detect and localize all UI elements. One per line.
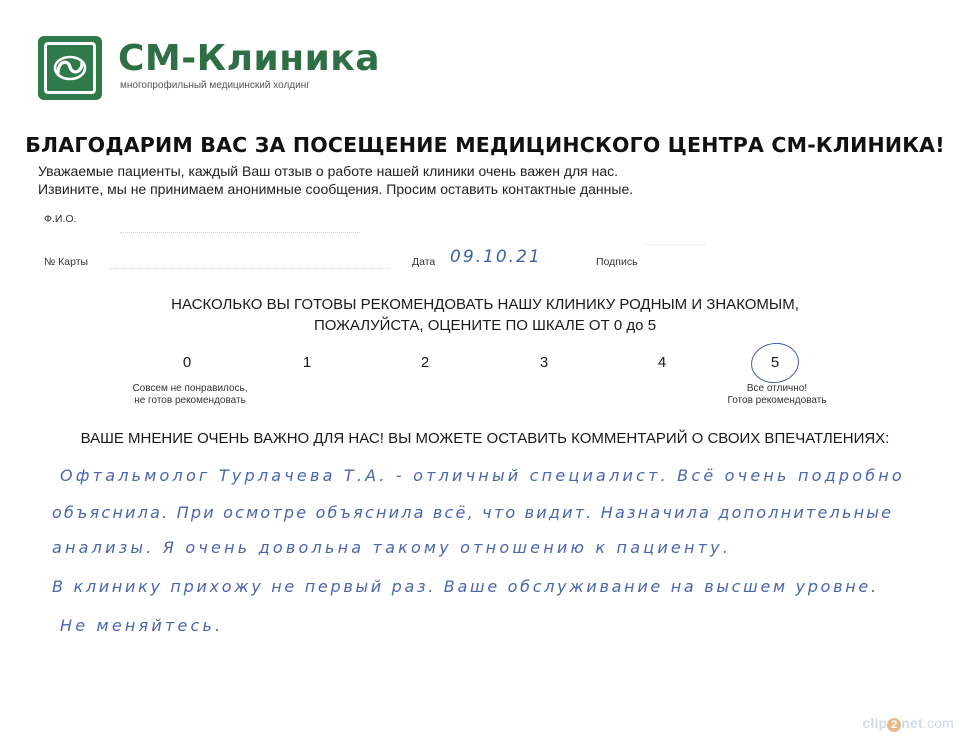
scale-caption-high-line-1: Все отлично! xyxy=(746,383,808,394)
date-label: Дата xyxy=(412,256,436,268)
comment-line-1[interactable]: Офтальмолог Турлачева Т.А. - отличный специалист. Всё очень подробно xyxy=(60,466,905,485)
comment-line-2[interactable]: объяснила. При осмотре объяснила всё, что видит. Назначила дополнительные xyxy=(52,503,894,522)
scale-caption-high xyxy=(700,383,854,407)
watermark-part-2: 2 xyxy=(887,718,901,732)
scale-option-3[interactable]: 3 xyxy=(539,354,549,371)
rating-question-line-2: ПОЖАЛУЙСТА, ОЦЕНИТЕ ПО ШКАЛЕ ОТ 0 до 5 xyxy=(313,317,657,334)
brand-name: СМ-Клиника xyxy=(118,38,381,79)
brand-tagline: многопрофильный медицинский холдинг xyxy=(120,80,310,91)
watermark-part-3: net xyxy=(901,715,923,731)
card-label: № Карты xyxy=(44,256,89,268)
snake-logo-icon xyxy=(52,53,88,83)
signature-field[interactable] xyxy=(645,244,705,245)
scale-option-5[interactable]: 5 xyxy=(770,354,780,371)
scale-caption-low xyxy=(100,383,280,407)
rating-question-line-1: НАСКОЛЬКО ВЫ ГОТОВЫ РЕКОМЕНДОВАТЬ НАШУ КЛИНИКУ РОДНЫМ И ЗНАКОМЫМ, xyxy=(171,296,799,313)
card-field[interactable] xyxy=(110,268,390,269)
scale-caption-high-line-2: Готов рекомендовать xyxy=(727,395,827,406)
logo-mark xyxy=(38,36,102,100)
comment-title: ВАШЕ МНЕНИЕ ОЧЕНЬ ВАЖНО ДЛЯ НАС! ВЫ МОЖЕТЕ ОСТАВИТЬ КОММЕНТАРИЙ О СВОИХ ВПЕЧАТЛЕНИЯХ: xyxy=(80,430,890,447)
intro-line-1: Уважаемые пациенты, каждый Ваш отзыв о работе нашей клиники очень важен для нас. xyxy=(38,163,619,179)
watermark-part-4: .com xyxy=(922,715,954,731)
comment-line-3[interactable]: анализы. Я очень довольна такому отношению к пациенту. xyxy=(52,538,732,557)
comment-line-4[interactable]: В клинику прихожу не первый раз. Ваше обслуживание на высшем уровне. xyxy=(52,577,879,596)
watermark xyxy=(862,715,954,732)
signature-label: Подпись xyxy=(596,256,638,268)
logo-frame xyxy=(44,42,96,94)
page-title: БЛАГОДАРИМ ВАС ЗА ПОСЕЩЕНИЕ МЕДИЦИНСКОГО ЦЕНТРА СМ-КЛИНИКА! xyxy=(25,133,945,157)
scale-caption-low-line-2: не готов рекомендовать xyxy=(134,395,246,406)
scale-option-4[interactable]: 4 xyxy=(657,354,667,371)
scale-option-0[interactable]: 0 xyxy=(182,354,192,371)
selected-rating-circle xyxy=(748,340,801,386)
fio-label: Ф.И.О. xyxy=(44,213,77,225)
comment-line-5[interactable]: Не меняйтесь. xyxy=(60,616,224,635)
fio-field[interactable] xyxy=(120,232,360,233)
intro-line-2: Извините, мы не принимаем анонимные сообщения. Просим оставить контактные данные. xyxy=(38,181,634,197)
watermark-part-1: clip xyxy=(862,715,888,731)
scale-option-1[interactable]: 1 xyxy=(302,354,312,371)
date-value[interactable]: 09.10.21 xyxy=(450,247,542,267)
scale-caption-low-line-1: Совсем не понравилось, xyxy=(132,383,248,394)
scale-option-2[interactable]: 2 xyxy=(420,354,430,371)
